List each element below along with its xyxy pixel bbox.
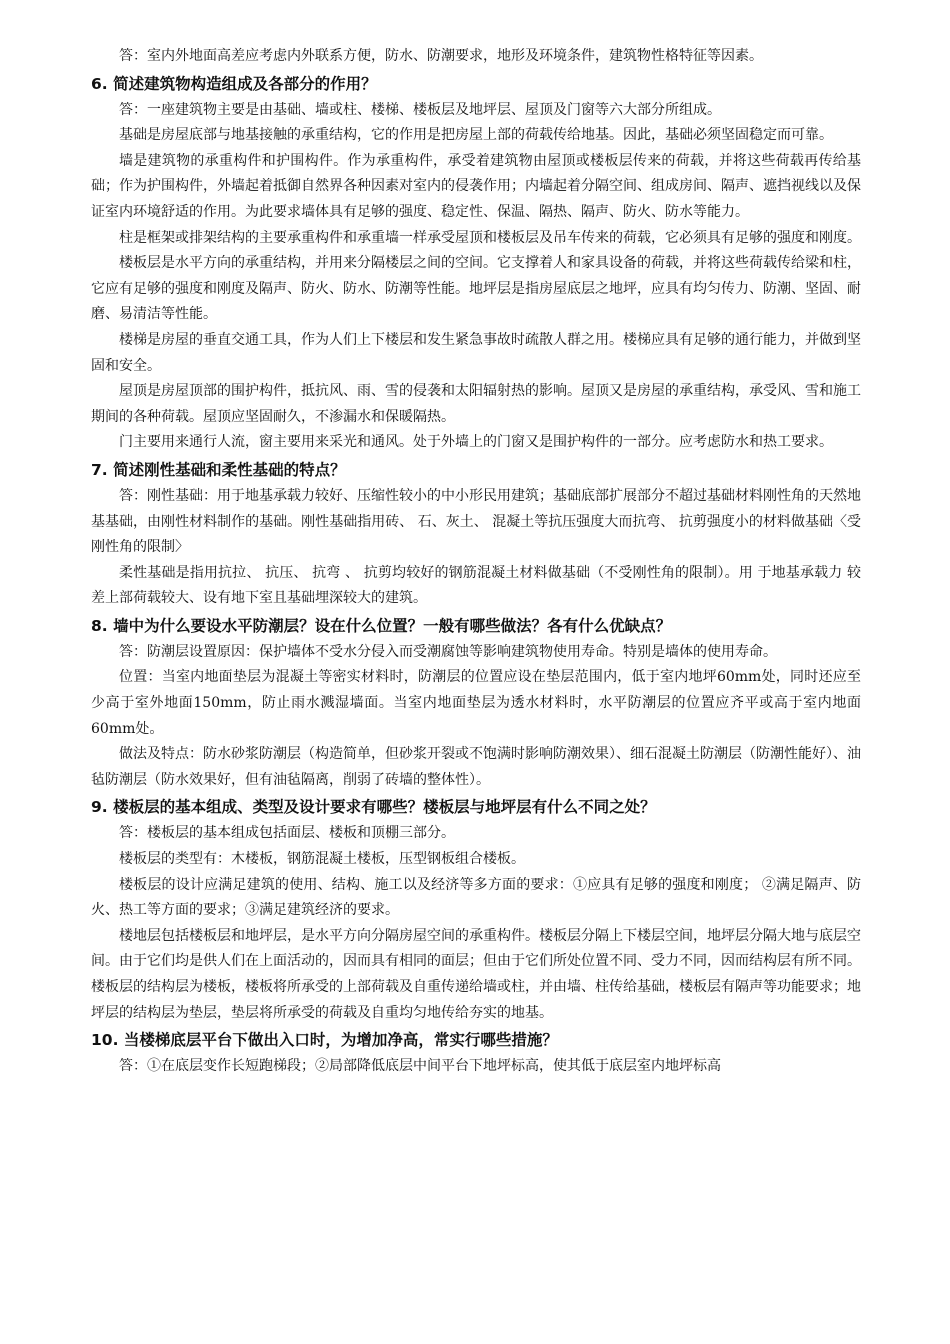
answer-paragraph: 答：楼板层的基本组成包括面层、楼板和顶棚三部分。 <box>119 825 455 842</box>
question-heading: 10. 当楼梯底层平台下做出入口时，为增加净高，常实行哪些措施？ <box>91 1031 558 1050</box>
question-heading: 6. 简述建筑物构造组成及各部分的作用？ <box>91 74 377 93</box>
answer-paragraph: 楼梯是房屋的垂直交通工具，作为人们上下楼层和发生紧急事故时疏散人群之用。楼梯应具有足够的通行能力，并做到坚固和安全。 <box>91 331 861 374</box>
answer-paragraph: 楼板层的类型有：木楼板，钢筋混凝土楼板，压型钢板组合楼板。 <box>119 851 525 868</box>
answer-paragraph: 答：①在底层变作长短跑梯段；②局部降低底层中间平台下地坪标高，使其低于底层室内地坪标高 <box>119 1058 721 1075</box>
answer-paragraph: 屋顶是房屋顶部的围护构件，抵抗风、雨、雪的侵袭和太阳辐射热的影响。屋顶又是房屋的承重结构，承受风、雪和施工期间的各种荷载。屋顶应坚固耐久，不渗漏水和保暖隔热。 <box>91 383 861 425</box>
answer-paragraph: 做法及特点：防水砂浆防潮层（构造简单，但砂浆开裂或不饱满时影响防潮效果）、细石混凝土防潮层（防潮性能好）、油毡防潮层（防水效果好，但有油毡隔离，削弱了砖墙的整体性）。 <box>91 746 861 788</box>
answer-paragraph: 楼地层包括楼板层和地坪层，是水平方向分隔房屋空间的承重构件。楼板层分隔上下楼层空间，地坪层分隔大地与底层空间。由于它们均是供人们在上面活动的，因而具有相同的面层；但由于它们所处位置不同、受力不同，因而结构层有所不同。楼板层的结构层为楼板，楼板将所承受的上部荷载及自重传递给墙或柱，并由墙、柱传给基础，楼板层有隔声等功能要求；地坪层的结构层为垫层，垫层将所承受的荷载及自重均匀地传给夯实的地基。 <box>91 927 861 1021</box>
answer-paragraph: 答：室内外地面高差应考虑内外联系方便，防水、防潮要求，地形及环境条件，建筑物性格特征等因素。 <box>119 48 763 64</box>
question-heading: 9. 楼板层的基本组成、类型及设计要求有哪些？楼板层与地坪层有什么不同之处？ <box>91 798 656 817</box>
answer-paragraph: 楼板层的设计应满足建筑的使用、结构、施工以及经济等多方面的要求：①应具有足够的强度和刚度； ②满足隔声、防火、热工等方面的要求；③满足建筑经济的要求。 <box>91 876 861 919</box>
answer-paragraph: 柔性基础是指用抗拉、 抗压、 抗弯 、 抗剪均较好的钢筋混凝土材料做基础（不受刚性角的限制）。用 于地基承载力 较差上部荷载较大、设有地下室且基础埋深较大的建筑。 <box>91 564 861 607</box>
answer-paragraph: 位置：当室内地面垫层为混凝土等密实材料时，防潮层的位置应设在垫层范围内，低于室内地坪60mm处，同时还应至少高于室外地面150mm，防止雨水溅湿墙面。当室内地面垫层为透水材料时，水平防潮层的位置应齐平或高于室内地面60mm处。 <box>91 669 861 737</box>
answer-paragraph: 楼板层是水平方向的承重结构，并用来分隔楼层之间的空间。它支撑着人和家具设备的荷载，并将这些荷载传给梁和柱，它应有足够的强度和刚度及隔声、防火、防水、防潮等性能。地坪层是指房屋底层之地坪，应具有均匀传力、防潮、坚固、耐磨、易清洁等性能。 <box>91 255 861 323</box>
question-heading: 7. 简述刚性基础和柔性基础的特点？ <box>91 460 346 479</box>
answer-paragraph: 基础是房屋底部与地基接触的承重结构，它的作用是把房屋上部的荷载传给地基。因此，基础必须坚固稳定而可靠。 <box>119 127 833 144</box>
answer-paragraph: 柱是框架或排架结构的主要承重构件和承重墙一样承受屋顶和楼板层及吊车传来的荷载，它必须具有足够的强度和刚度。 <box>119 229 861 246</box>
answer-paragraph: 答：防潮层设置原因：保护墙体不受水分侵入而受潮腐蚀等影响建筑物使用寿命。特别是墙体的使用寿命。 <box>119 643 777 660</box>
answer-paragraph: 墙是建筑物的承重构件和护围构件。作为承重构件，承受着建筑物由屋顶或楼板层传来的荷载，并将这些荷载再传给基础；作为护围构件，外墙起着抵御自然界各种因素对室内的侵袭作用；内墙起着分隔空间、组成房间、隔声、遮挡视线以及保证室内环境舒适的作用。为此要求墙体具有足够的强度、稳定性、保温、隔热、隔声、防火、防水等能力。 <box>91 152 861 220</box>
document-body <box>91 44 861 1080</box>
question-heading: 8. 墙中为什么要设水平防潮层？设在什么位置？一般有哪些做法？各有什么优缺点？ <box>91 616 672 635</box>
answer-paragraph: 答：刚性基础：用于地基承载力较好、压缩性较小的中小形民用建筑；基础底部扩展部分不超过基础材料刚性角的天然地基基础，由刚性材料制作的基础。刚性基础指用砖、 石、灰土、 混凝土等抗压强度大而抗弯、 抗剪强度小的材料做基础〈受刚性角的限制〉 <box>91 487 861 556</box>
answer-paragraph: 答：一座建筑物主要是由基础、墙或柱、楼梯、楼板层及地坪层、屋顶及门窗等六大部分所组成。 <box>119 101 721 118</box>
answer-paragraph: 门主要用来通行人流，窗主要用来采光和通风。处于外墙上的门窗又是围护构件的一部分。应考虑防水和热工要求。 <box>119 434 833 451</box>
